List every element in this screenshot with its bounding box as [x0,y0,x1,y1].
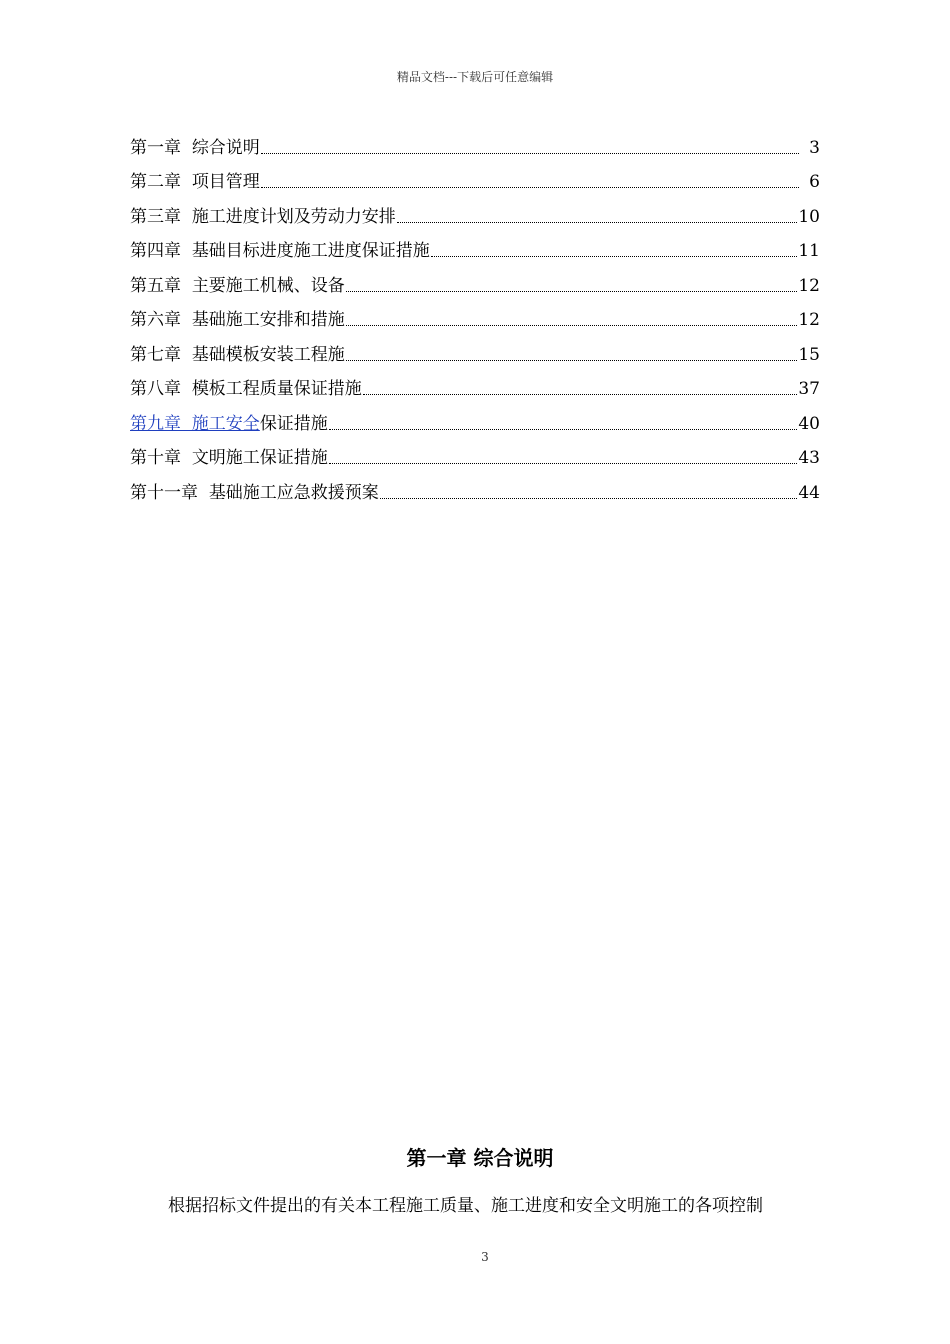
toc-page-number: 12 [798,275,820,296]
toc-entry-title: 主要施工机械、设备 [191,275,345,296]
toc-page-number: 44 [798,482,820,503]
toc-entry[interactable] [130,469,820,504]
toc-chapter-label: 第七章 [130,344,192,365]
toc-leader-dots [329,428,798,430]
toc-chapter-label: 第十一章 [130,482,209,503]
toc-leader-dots [380,497,798,499]
toc-entry-title: 基础目标进度施工进度保证措施 [191,241,430,261]
toc-chapter-label: 第八章 [130,379,192,399]
toc-leader-dots [397,221,798,223]
page-header: 精品文档---下载后可任意编辑 [396,70,554,84]
toc-leader-dots [261,152,799,154]
toc-entry[interactable] [130,124,820,159]
toc-page-number: 40 [798,413,820,434]
toc-leader-dots [346,359,798,361]
toc-page-number: 6 [809,172,820,192]
toc-leader-dots [346,290,798,292]
toc-chapter-link[interactable]: 第九章 施工安全 [130,413,260,434]
toc-entry[interactable] [130,331,820,366]
toc-page-number: 12 [798,310,820,330]
toc-page-number: 43 [798,448,820,468]
toc-entry-title: 模板工程质量保证措施 [191,379,362,399]
toc-leader-dots [261,186,799,188]
toc-entry[interactable] [130,159,820,194]
toc-entry-title: 综合说明 [191,137,260,158]
toc-page-number: 37 [798,379,820,399]
toc-leader-dots [363,393,798,395]
toc-page-number: 10 [798,206,820,227]
toc-chapter-label: 第三章 [130,206,192,227]
toc-entry[interactable] [130,193,820,228]
toc-entry[interactable] [130,228,820,263]
toc-entry[interactable] [130,262,820,297]
toc-leader-dots [346,324,798,326]
toc-chapter-label: 第六章 [130,310,192,330]
toc-entry-title: 项目管理 [191,172,260,192]
body-paragraph: 根据招标文件提出的有关本工程施工质量、施工进度和安全文明施工的各项控制 [168,1196,763,1216]
toc-chapter-label: 第五章 [130,275,192,296]
toc-entry[interactable] [130,297,820,332]
toc-entry-title: 文明施工保证措施 [191,448,328,468]
toc-entry-title: 保证措施 [259,413,328,434]
toc-entry-title: 基础施工应急救援预案 [208,482,379,503]
toc-page-number: 3 [809,137,820,158]
toc-entry-title: 基础模板安装工程施 [191,344,345,365]
page-number: 3 [481,1250,489,1264]
toc-entry[interactable] [130,435,820,470]
toc-entry[interactable] [130,400,820,435]
toc-entry-title: 施工进度计划及劳动力安排 [191,206,396,227]
chapter-heading: 第一章 综合说明 [406,1146,554,1170]
toc-leader-dots [329,462,798,464]
toc-chapter-label: 第一章 [130,137,192,158]
toc-page-number: 15 [798,344,820,365]
toc-chapter-label: 第二章 [130,172,192,192]
toc-chapter-label: 第四章 [130,241,192,261]
toc-entry[interactable] [130,366,820,401]
table-of-contents [130,124,820,504]
toc-leader-dots [431,255,798,257]
toc-chapter-label: 第十章 [130,448,192,468]
toc-page-number: 11 [798,241,820,261]
toc-entry-title: 基础施工安排和措施 [191,310,345,330]
